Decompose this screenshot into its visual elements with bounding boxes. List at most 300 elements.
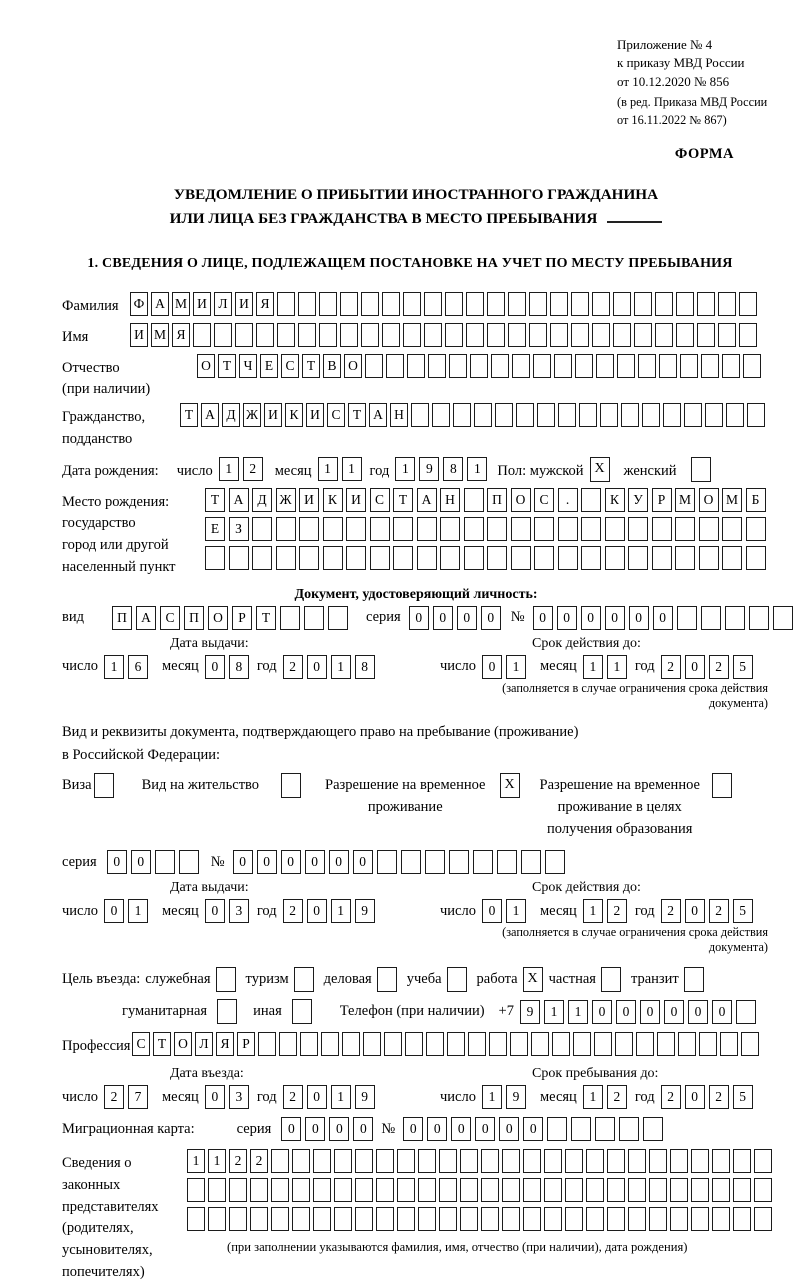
rvp-valid-col xyxy=(440,880,770,955)
form-cell xyxy=(699,546,719,570)
form-cell: 9 xyxy=(355,1085,375,1109)
form-cell: 0 xyxy=(257,850,277,874)
form-cell xyxy=(460,1178,478,1202)
form-cell xyxy=(491,354,509,378)
form-cell: А xyxy=(151,292,169,316)
day-label: число xyxy=(62,902,98,919)
rvp-valid-date xyxy=(440,899,770,923)
birthdate-month-boxes xyxy=(318,457,366,481)
form-cell: Р xyxy=(652,488,672,512)
form-cell xyxy=(481,1149,499,1173)
form-cell xyxy=(377,850,397,874)
form-cell: 0 xyxy=(131,850,151,874)
form-cell xyxy=(607,1207,625,1231)
form-cell xyxy=(636,1032,654,1056)
form-cell xyxy=(736,1000,756,1024)
migration-card-label: Миграционная карта: xyxy=(62,1120,195,1137)
form-cell xyxy=(393,517,413,541)
form-cell: 0 xyxy=(403,1117,423,1141)
form-cell xyxy=(733,1207,751,1231)
legal-reps-label-1: Сведения о xyxy=(62,1155,132,1172)
form-cell xyxy=(384,1032,402,1056)
form-cell xyxy=(533,354,551,378)
sex-male-label: Пол: мужской xyxy=(497,462,584,479)
name-row xyxy=(62,323,770,349)
form-cell: 5 xyxy=(733,899,753,923)
form-cell xyxy=(229,1207,247,1231)
form-cell xyxy=(304,606,324,630)
form-cell: 8 xyxy=(443,457,463,481)
temp-residence-label-1: Разрешение на временное xyxy=(325,777,486,794)
form-cell: 1 xyxy=(331,655,351,679)
birthplace-boxes xyxy=(205,488,770,575)
form-cell xyxy=(697,323,715,347)
title-blank-line xyxy=(607,209,662,223)
form-cell xyxy=(558,546,578,570)
purpose-transit-checkbox xyxy=(684,967,704,992)
stay-day-boxes xyxy=(482,1085,530,1109)
form-cell: 2 xyxy=(283,899,303,923)
form-cell xyxy=(638,354,656,378)
form-cell xyxy=(586,1207,604,1231)
form-cell: И xyxy=(264,403,282,427)
surname-label: Фамилия xyxy=(62,298,119,315)
form-cell xyxy=(256,323,274,347)
form-cell xyxy=(701,354,719,378)
day-label: число xyxy=(440,658,476,675)
form-cell: 5 xyxy=(733,655,753,679)
legal-reps-label xyxy=(62,1149,187,1284)
year-label: год xyxy=(634,658,655,675)
form-cell xyxy=(634,323,652,347)
form-cell: 1 xyxy=(331,899,351,923)
form-cell xyxy=(466,292,484,316)
form-cell: Л xyxy=(214,292,232,316)
form-cell xyxy=(313,1178,331,1202)
form-cell: 9 xyxy=(506,1085,526,1109)
form-cell: Ф xyxy=(130,292,148,316)
form-cell: 0 xyxy=(233,850,253,874)
form-cell xyxy=(342,1032,360,1056)
profession-label: Профессия xyxy=(62,1038,131,1055)
form-cell: Е xyxy=(205,517,225,541)
year-label: год xyxy=(256,1088,277,1105)
form-cell: М xyxy=(151,323,169,347)
form-cell xyxy=(313,1149,331,1173)
form-cell xyxy=(516,403,534,427)
form-cell xyxy=(313,1207,331,1231)
form-cell xyxy=(432,403,450,427)
form-cell xyxy=(586,1178,604,1202)
form-cell xyxy=(319,292,337,316)
form-cell: 0 xyxy=(307,899,327,923)
form-cell xyxy=(425,850,445,874)
form-cell: Ж xyxy=(276,488,296,512)
form-cell xyxy=(370,546,390,570)
form-cell: 2 xyxy=(607,1085,627,1109)
mig-number-label: № xyxy=(381,1120,396,1137)
purpose-humanitarian-label: гуманитарная xyxy=(122,1003,208,1020)
form-cell xyxy=(466,323,484,347)
form-cell xyxy=(592,323,610,347)
form-cell: 0 xyxy=(205,655,225,679)
temp-residence-checkbox: X xyxy=(500,773,520,798)
doc-issue-col xyxy=(62,636,440,711)
form-cell xyxy=(386,354,404,378)
purpose-tourism-label: туризм xyxy=(245,971,289,988)
form-cell: 0 xyxy=(685,655,705,679)
temp-residence-edu-checkbox xyxy=(712,773,732,798)
form-cell: 0 xyxy=(688,1000,708,1024)
form-cell xyxy=(417,546,437,570)
form-cell: 3 xyxy=(229,1085,249,1109)
form-cell xyxy=(733,1149,751,1173)
form-cell: Н xyxy=(440,488,460,512)
form-cell: 0 xyxy=(653,606,673,630)
form-cell: 1 xyxy=(583,1085,603,1109)
legal-reps-label-2: законных xyxy=(62,1176,121,1193)
form-cell xyxy=(670,1207,688,1231)
form-cell xyxy=(417,517,437,541)
rvp-valid-year-boxes xyxy=(661,899,757,923)
form-cell xyxy=(460,1149,478,1173)
form-cell: 0 xyxy=(104,899,124,923)
form-cell xyxy=(511,546,531,570)
form-cell xyxy=(655,323,673,347)
form-cell: 2 xyxy=(607,899,627,923)
form-cell xyxy=(741,1032,759,1056)
form-cell xyxy=(754,1178,772,1202)
legal-reps-label-4: (родителях, xyxy=(62,1220,134,1237)
form-cell xyxy=(187,1207,205,1231)
form-cell xyxy=(370,517,390,541)
form-cell xyxy=(502,1178,520,1202)
form-cell xyxy=(537,403,555,427)
form-cell: О xyxy=(174,1032,192,1056)
form-cell xyxy=(718,292,736,316)
form-cell: 1 xyxy=(607,655,627,679)
form-cell xyxy=(581,488,601,512)
form-cell: 0 xyxy=(616,1000,636,1024)
form-cell xyxy=(424,292,442,316)
form-cell: 0 xyxy=(523,1117,543,1141)
section1-heading: 1. СВЕДЕНИЯ О ЛИЦЕ, ПОДЛЕЖАЩЕМ ПОСТАНОВКЕ НА УЧЕТ ПО МЕСТУ ПРЕБЫВАНИЯ xyxy=(87,256,733,272)
doc-kind-boxes xyxy=(112,606,352,630)
form-cell xyxy=(229,546,249,570)
form-cell: 9 xyxy=(520,1000,540,1024)
form-cell: 0 xyxy=(307,655,327,679)
patronymic-row xyxy=(62,354,770,402)
day-label: число xyxy=(440,902,476,919)
form-cell xyxy=(592,292,610,316)
form-cell: 0 xyxy=(712,1000,732,1024)
form-cell xyxy=(615,1032,633,1056)
form-cell: 0 xyxy=(475,1117,495,1141)
form-cell: И xyxy=(306,403,324,427)
form-cell xyxy=(411,403,429,427)
form-cell xyxy=(447,1032,465,1056)
temp-residence-edu-label-2: проживание в целях xyxy=(557,798,682,815)
form-cell xyxy=(544,1178,562,1202)
form-cell: Л xyxy=(195,1032,213,1056)
title-line-2 xyxy=(62,207,770,231)
form-cell xyxy=(334,1207,352,1231)
form-cell xyxy=(271,1207,289,1231)
form-cell: 0 xyxy=(481,606,501,630)
form-cell xyxy=(323,546,343,570)
form-cell xyxy=(628,517,648,541)
form-cell: С xyxy=(132,1032,150,1056)
form-cell: В xyxy=(323,354,341,378)
month-label: месяц xyxy=(161,902,199,919)
form-cell xyxy=(594,1032,612,1056)
form-cell: Ч xyxy=(239,354,257,378)
rvp-series-row xyxy=(62,850,770,874)
form-cell xyxy=(722,546,742,570)
doc-valid-note: (заполняется в случае ограничения срока действия документа) xyxy=(502,680,768,710)
purpose-label: Цель въезда: xyxy=(62,971,141,988)
temp-residence-label-2: проживание xyxy=(367,798,443,815)
form-cell: 1 xyxy=(318,457,338,481)
form-cell xyxy=(628,1149,646,1173)
sex-male-checkbox: X xyxy=(590,457,610,482)
doc-dates-block xyxy=(62,636,770,711)
form-cell: Т xyxy=(180,403,198,427)
form-cell xyxy=(581,546,601,570)
legal-reps-box-rows xyxy=(187,1149,775,1236)
form-cell xyxy=(746,517,766,541)
form-cell xyxy=(340,292,358,316)
form-cell xyxy=(691,1207,709,1231)
form-cell xyxy=(649,1149,667,1173)
form-cell: А xyxy=(229,488,249,512)
form-cell: 2 xyxy=(283,1085,303,1109)
profession-row xyxy=(62,1032,770,1058)
form-cell xyxy=(328,606,348,630)
form-cell xyxy=(193,323,211,347)
form-cell xyxy=(323,517,343,541)
form-cell xyxy=(440,546,460,570)
birthdate-year-label: год xyxy=(369,462,390,479)
form-cell: О xyxy=(197,354,215,378)
purpose-private-label: частная xyxy=(548,971,596,988)
form-cell xyxy=(495,403,513,427)
surname-row xyxy=(62,292,770,318)
form-cell xyxy=(481,1207,499,1231)
purpose-tourism-checkbox xyxy=(294,967,314,992)
stay-until-heading: Срок пребывания до: xyxy=(532,1066,659,1082)
form-cell: 0 xyxy=(482,899,502,923)
entry-day-boxes xyxy=(104,1085,152,1109)
residence-doc-line2: в Российской Федерации: xyxy=(62,746,221,763)
form-cell xyxy=(252,517,272,541)
form-cell xyxy=(487,517,507,541)
form-cell xyxy=(439,1149,457,1173)
visa-checkbox xyxy=(94,773,114,798)
legal-reps-boxes-row3 xyxy=(187,1207,775,1231)
purpose-study-checkbox xyxy=(447,967,467,992)
rvp-series-boxes xyxy=(107,850,203,874)
form-cell xyxy=(678,1032,696,1056)
entry-date-heading: Дата въезда: xyxy=(170,1066,244,1082)
form-cell: Т xyxy=(348,403,366,427)
form-cell: 5 xyxy=(733,1085,753,1109)
form-cell: 3 xyxy=(229,899,249,923)
form-cell xyxy=(489,1032,507,1056)
temp-residence-edu-option xyxy=(540,773,732,840)
form-cell xyxy=(481,1178,499,1202)
form-cell xyxy=(346,546,366,570)
form-cell xyxy=(382,292,400,316)
legal-reps-row xyxy=(62,1149,770,1284)
form-cell xyxy=(340,323,358,347)
temp-residence-label xyxy=(325,773,485,819)
doc-valid-day-boxes xyxy=(482,655,530,679)
form-cell xyxy=(334,1178,352,1202)
form-cell: 1 xyxy=(331,1085,351,1109)
year-label: год xyxy=(256,902,277,919)
form-cell xyxy=(470,354,488,378)
form-cell xyxy=(720,1032,738,1056)
form-cell: О xyxy=(208,606,228,630)
form-cell: 0 xyxy=(353,850,373,874)
form-cell: 0 xyxy=(329,850,349,874)
doc-valid-date xyxy=(440,655,770,679)
form-cell xyxy=(718,323,736,347)
form-cell xyxy=(754,1207,772,1231)
rvp-issue-col xyxy=(62,880,440,955)
form-cell: О xyxy=(344,354,362,378)
form-cell: А xyxy=(369,403,387,427)
annex-line: к приказу МВД России xyxy=(617,55,745,71)
form-cell xyxy=(298,292,316,316)
mig-number-boxes xyxy=(403,1117,667,1141)
form-cell: 7 xyxy=(128,1085,148,1109)
form-cell xyxy=(712,1149,730,1173)
form-cell: Т xyxy=(218,354,236,378)
form-cell: Т xyxy=(153,1032,171,1056)
form-cell xyxy=(746,546,766,570)
form-cell xyxy=(276,517,296,541)
form-cell xyxy=(675,546,695,570)
form-cell: . xyxy=(558,488,578,512)
form-cell xyxy=(605,546,625,570)
form-cell: Д xyxy=(252,488,272,512)
form-cell: Ж xyxy=(243,403,261,427)
form-cell: И xyxy=(130,323,148,347)
form-cell xyxy=(319,323,337,347)
temp-residence-edu-label-3: получения образования xyxy=(547,820,693,837)
form-cell xyxy=(334,1149,352,1173)
form-cell: 0 xyxy=(353,1117,373,1141)
form-cell xyxy=(684,403,702,427)
form-cell xyxy=(382,323,400,347)
form-cell xyxy=(502,1207,520,1231)
form-cell xyxy=(558,517,578,541)
entry-dates-block xyxy=(62,1066,770,1109)
citizenship-row xyxy=(62,403,770,451)
purpose-business-checkbox xyxy=(377,967,397,992)
form-cell xyxy=(550,323,568,347)
form-cell xyxy=(579,403,597,427)
rvp-issue-year-boxes xyxy=(283,899,379,923)
form-cell: И xyxy=(299,488,319,512)
form-cell xyxy=(571,1117,591,1141)
form-cell xyxy=(634,292,652,316)
form-cell: Т xyxy=(302,354,320,378)
identity-doc-heading: Документ, удостоверяющий личность: xyxy=(294,586,538,602)
form-cell xyxy=(393,546,413,570)
form-label: ФОРМА xyxy=(674,146,734,163)
residence-doc-text xyxy=(62,721,770,767)
birthplace-label-3: город или другой xyxy=(62,537,169,554)
form-cell: А xyxy=(201,403,219,427)
rvp-series-label: серия xyxy=(62,853,97,870)
form-cell: И xyxy=(193,292,211,316)
form-cell: 8 xyxy=(229,655,249,679)
form-cell xyxy=(670,1178,688,1202)
patronymic-label-1: Отчество xyxy=(62,359,120,376)
form-cell xyxy=(607,1178,625,1202)
day-label: число xyxy=(62,1088,98,1105)
form-cell: 0 xyxy=(482,655,502,679)
form-cell: С xyxy=(327,403,345,427)
form-cell xyxy=(214,323,232,347)
birthplace-row xyxy=(62,488,770,579)
form-cell xyxy=(376,1178,394,1202)
form-cell xyxy=(205,546,225,570)
form-cell xyxy=(407,354,425,378)
rvp-valid-heading: Срок действия до: xyxy=(532,880,641,896)
citizenship-label-1: Гражданство, xyxy=(62,409,146,426)
sex-female-label: женский xyxy=(623,462,677,479)
form-cell xyxy=(271,1178,289,1202)
form-cell xyxy=(280,606,300,630)
doc-issue-heading: Дата выдачи: xyxy=(170,635,249,651)
form-cell: Т xyxy=(393,488,413,512)
form-cell xyxy=(676,292,694,316)
form-cell: 0 xyxy=(533,606,553,630)
visit-purpose-row xyxy=(62,967,770,992)
form-cell xyxy=(361,292,379,316)
annex-line: от 10.12.2020 № 856 xyxy=(617,73,730,89)
form-cell xyxy=(544,1149,562,1173)
form-cell xyxy=(418,1178,436,1202)
form-cell: 0 xyxy=(107,850,127,874)
form-cell: 0 xyxy=(557,606,577,630)
form-cell: 0 xyxy=(629,606,649,630)
form-cell xyxy=(699,517,719,541)
profession-boxes xyxy=(132,1032,762,1056)
form-cell xyxy=(502,1149,520,1173)
form-cell xyxy=(544,1207,562,1231)
form-cell: А xyxy=(417,488,437,512)
form-cell xyxy=(581,517,601,541)
form-cell xyxy=(600,403,618,427)
form-cell xyxy=(418,1207,436,1231)
form-cell xyxy=(487,323,505,347)
purpose-other-label: иная xyxy=(253,1003,282,1020)
form-cell xyxy=(487,546,507,570)
birthdate-row xyxy=(62,457,770,482)
form-cell xyxy=(397,1149,415,1173)
citizenship-label-2: подданство xyxy=(62,430,133,447)
form-cell xyxy=(676,323,694,347)
phone-prefix: +7 xyxy=(498,1003,514,1020)
form-cell xyxy=(773,606,793,630)
form-cell xyxy=(534,546,554,570)
form-cell xyxy=(449,850,469,874)
